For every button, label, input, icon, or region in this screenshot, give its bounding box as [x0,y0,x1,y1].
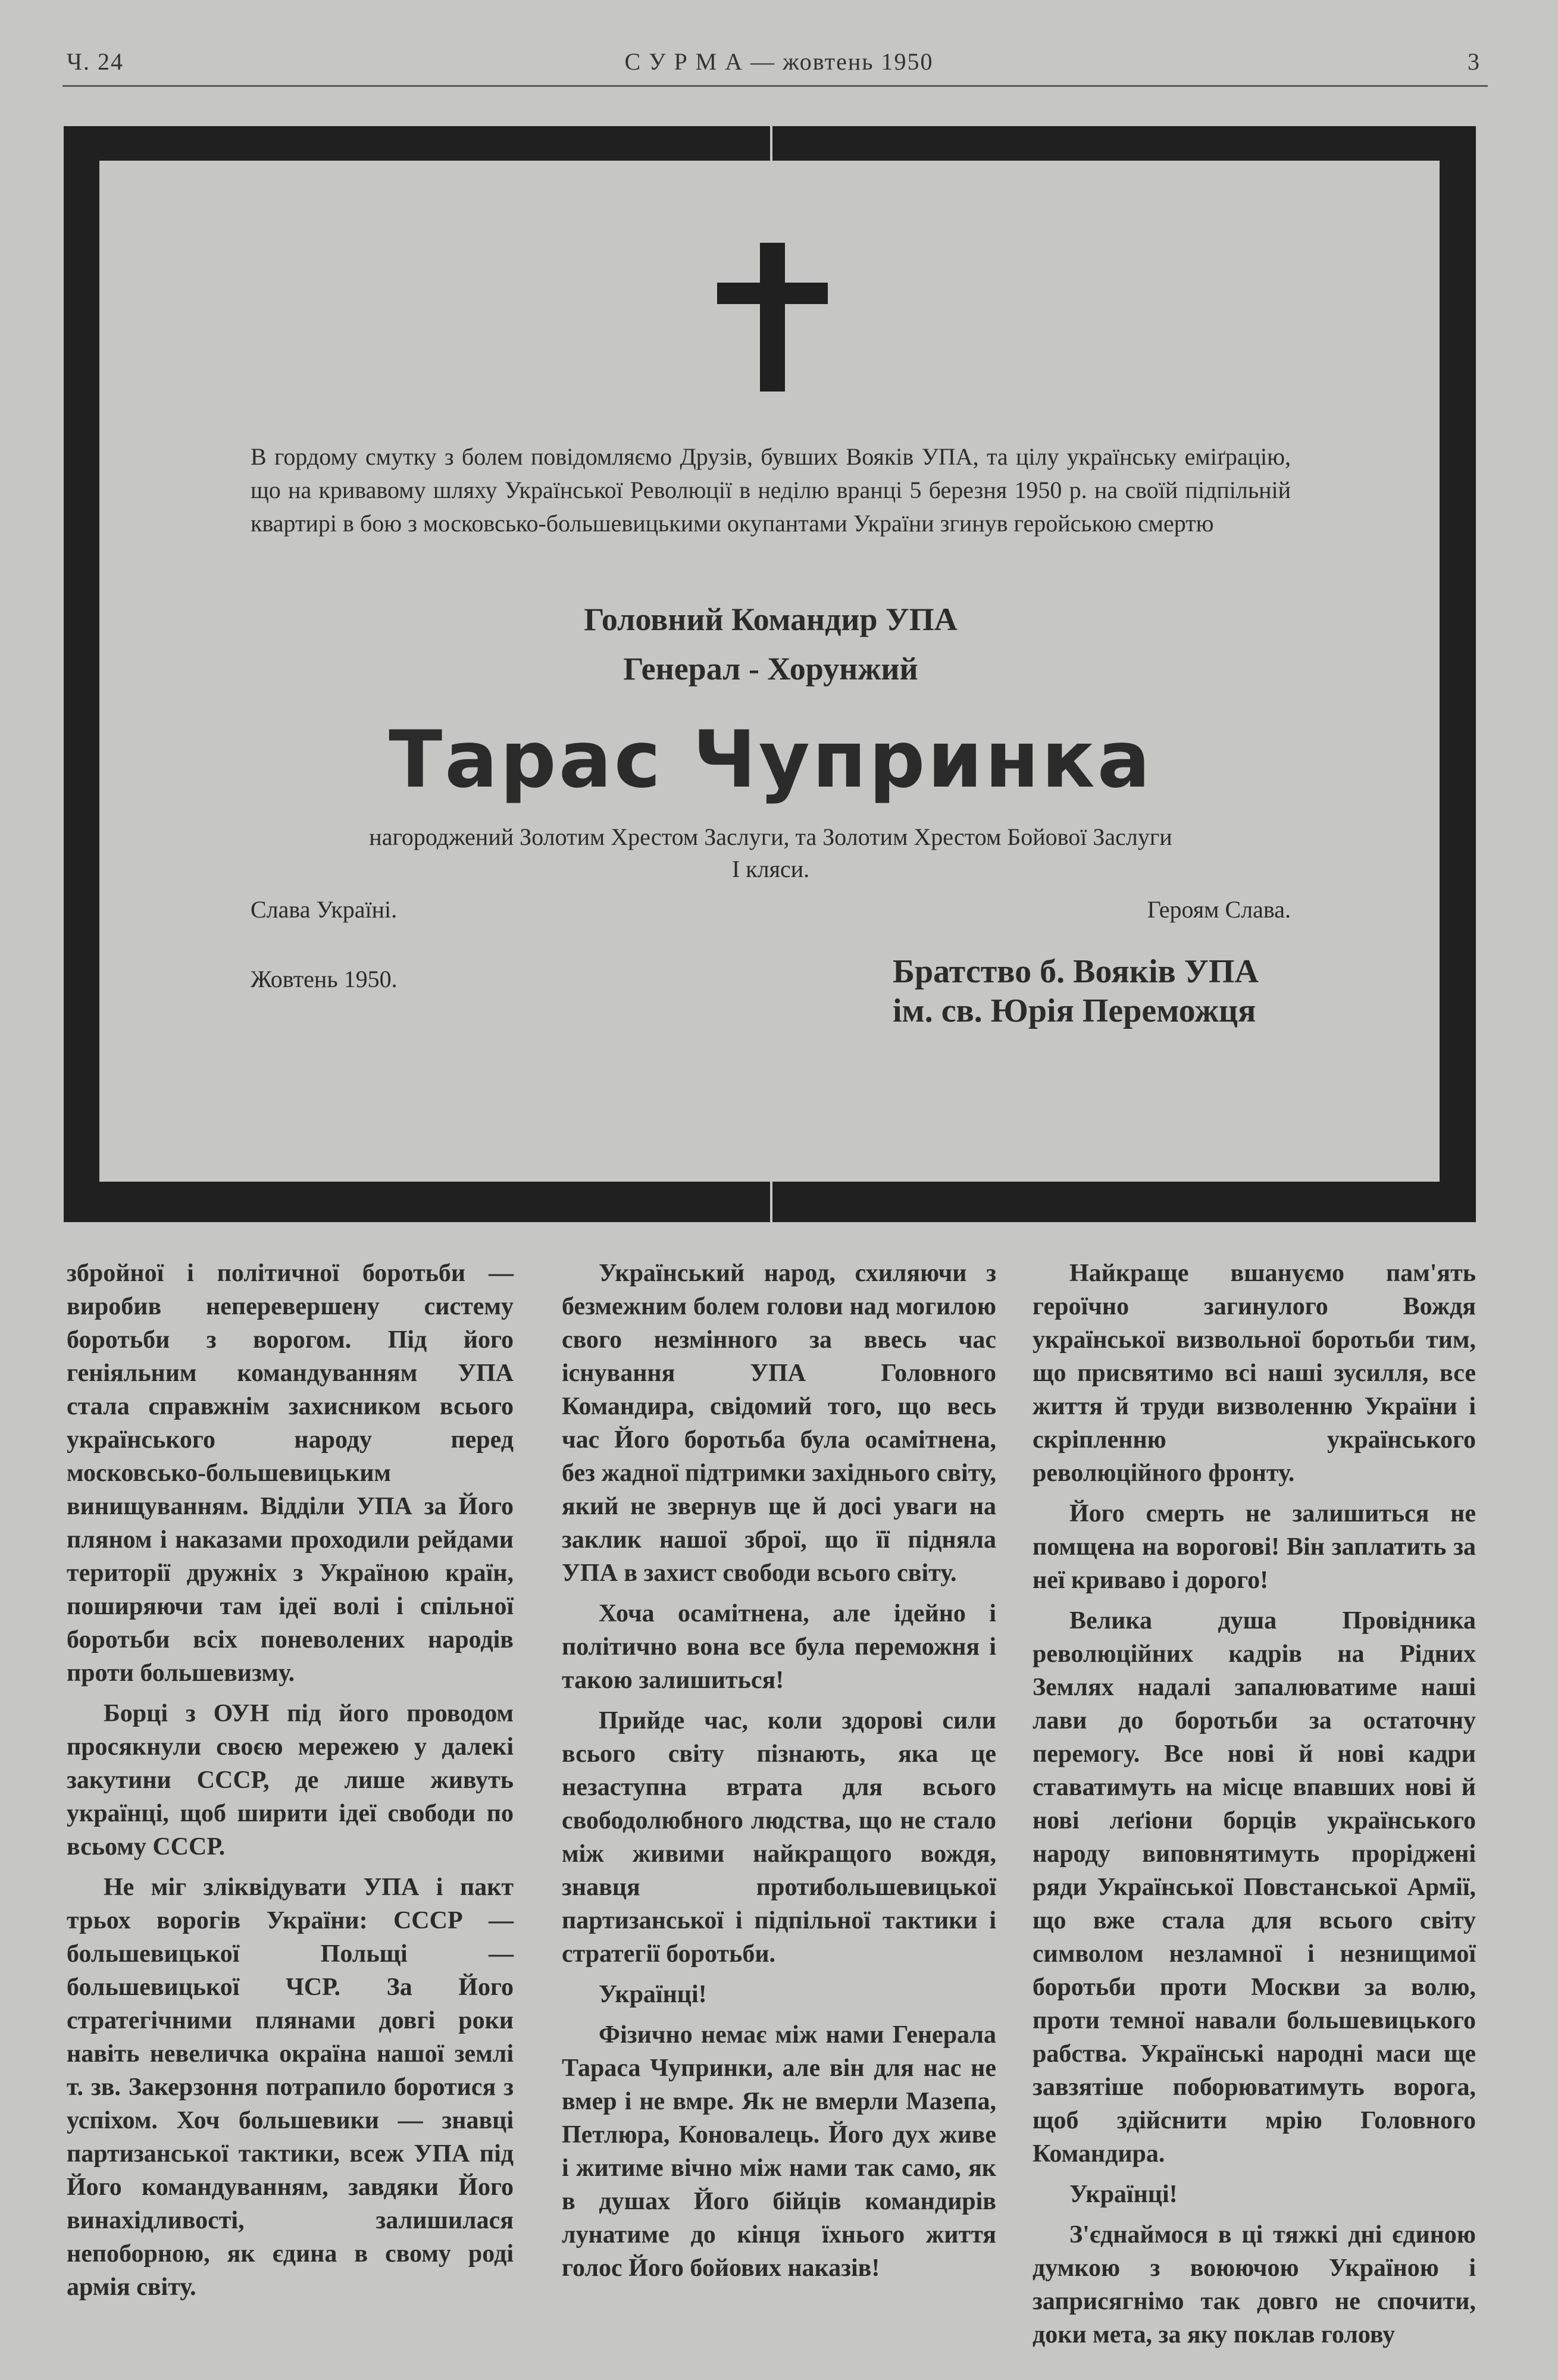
paragraph: Українці! [1069,2181,1178,2208]
paragraph: З'єднаймося в ці тяжкі дні єдиною думкою з воюючою Україною і заприсягнімо так довго не спочити, доки мета, за яку поклав голову [1033,2221,1476,2348]
slogan-left: Слава Україні. [251,896,398,923]
obituary-date: Жовтень 1950. [251,966,398,992]
paragraph: Фізично немає між нами Генерала Тараса Чупринки, але він для нас не вмер і не вмре. Як не вмерли Мазепа, Петлюра, Коновалець. Його дух живе і житиме вічно між нами так само, як в душах Його бійців командирів лунатиме до кінця їхнього життя голос Його бойових наказів! [562,2021,996,2282]
awards-class: I кляси. [731,856,810,882]
paragraph: Борці з ОУН під його проводом просякнули своєю мережею у далекі закутини СССР, де лише живуть українці, щоб ширити ідеї свободи по всьому СССР. [67,1700,514,1861]
paragraph: Український народ, схиляючи з безмежним болем голови над могилою свого незмінного за ввесь час існування УПА Головного Командира, свідомий того, що весь час Його боротьба була осамітнена, без жадної підтримки західнього світу, який не звернув ще й досі уваги на заклик нашої зброї, що її підняла УПА в захист свободи всього світу. [562,1260,996,1587]
issue-number: Ч. 24 [67,48,124,75]
frame-bottom-seam [770,1182,772,1222]
paragraph: Українці! [599,1981,707,2008]
frame-left [64,126,99,1222]
masthead: С У Р М А — жовтень 1950 [624,48,934,75]
paragraph: Хоча осамітнена, але ідейно і політично вона все була переможня і такою залишиться! [562,1600,996,1694]
rank-title: Головний Командир УПА [584,602,958,637]
frame-right [1440,126,1476,1222]
article-column-1 [67,1257,514,2311]
cross-icon [717,243,828,392]
paragraph: збройної і політичної боротьби — виробив неперевершену систему боротьби з ворогом. Під його геніяльним командуванням УПА стала справжнім захисником всього українського народу перед московсько-большевицьким винищуванням. Відділи УПА за Його пляном і наказами проходили рейдами території дружніх з Україною країн, поширяючи там ідеї волі і спільної боротьби всіх поневолених народів проти большевизму. [67,1260,514,1687]
paragraph: Прийде час, коли здорові сили всього світу пізнають, яка це незаступна втрата для всього свободолюбного людства, що не стало між живими найкращого вождя, знавця протибольшевицької партизанської і підпільної тактики і стратегії боротьби. [562,1707,996,1968]
paragraph: Не міг зліквідувати УПА і пакт трьох ворогів України: СССР — большевицької Польщі — большевицької ЧСР. За Його стратегічними плянами довгі роки навіть невеличка окраїна нашої землі т. зв. Закерзоння потрапило боротися з успіхом. Хоч большевики — знавці партизанської тактики, всеж УПА під Його командуванням, завдяки Його винахідливості, залишилася непоборною, як єдина в свому роді армія світу. [67,1874,514,2301]
page-number: 3 [1468,48,1481,75]
paragraph: Найкраще вшануємо пам'ять героїчно загинулого Вождя української визвольної боротьби тим, що присвятимо всі наші зусилля, все життя й труди визволенню України і скріпленню українського революційного фронту. [1033,1260,1476,1487]
deceased-name: Тарас Чупринка [389,714,1153,806]
signature-line-1: Братство б. Вояків УПА [893,953,1259,990]
frame-top-seam [770,126,772,161]
slogan-right: Героям Слава. [1147,896,1291,923]
signature-line-2: ім. св. Юрія Переможця [893,992,1256,1029]
header-rule [62,85,1488,87]
rank-subtitle: Генерал - Хорунжий [623,651,918,687]
announcement-text: В гордому смутку з болем повідомляємо Друзів, бувших Вояків УПА, та цілу українську еміґрацію, що на кривавому шляху Української Революції в неділю вранці 5 березня 1950 р. на своїй підпільній квартирі в бою з московсько-большевицькими окупантами України згинув геройською смертю [251,443,1291,537]
signature [893,952,1291,1031]
paragraph: Його смерть не залишиться не помщена на ворогові! Він заплатить за неї криваво і дорого! [1033,1500,1476,1594]
paragraph: Велика душа Провідника революційних кадрів на Рідних Землях надалі запалюватиме наші лави до боротьби за остаточну перемогу. Все нові й нові кадри ставатимуть на місце впавших нові й нові леґіони борців українського народу виповнятимуть проріджені ряди Української Повстанської Армії, що вже стала для всього світу символом незламної і незнищимої боротьби проти Москви за волю, проти темної навали большевицького рабства. Українські народні маси ще завзятіше поборюватимуть ворога, щоб здійснити мрію Головного Командира. [1033,1607,1476,2168]
awards-text [251,821,1291,885]
article-column-2 [562,1257,996,2292]
awards-line: нагороджений Золотим Хрестом Заслуги, та Золотим Хрестом Бойової Заслуги [369,823,1172,850]
article-column-3 [1033,1257,1476,2359]
